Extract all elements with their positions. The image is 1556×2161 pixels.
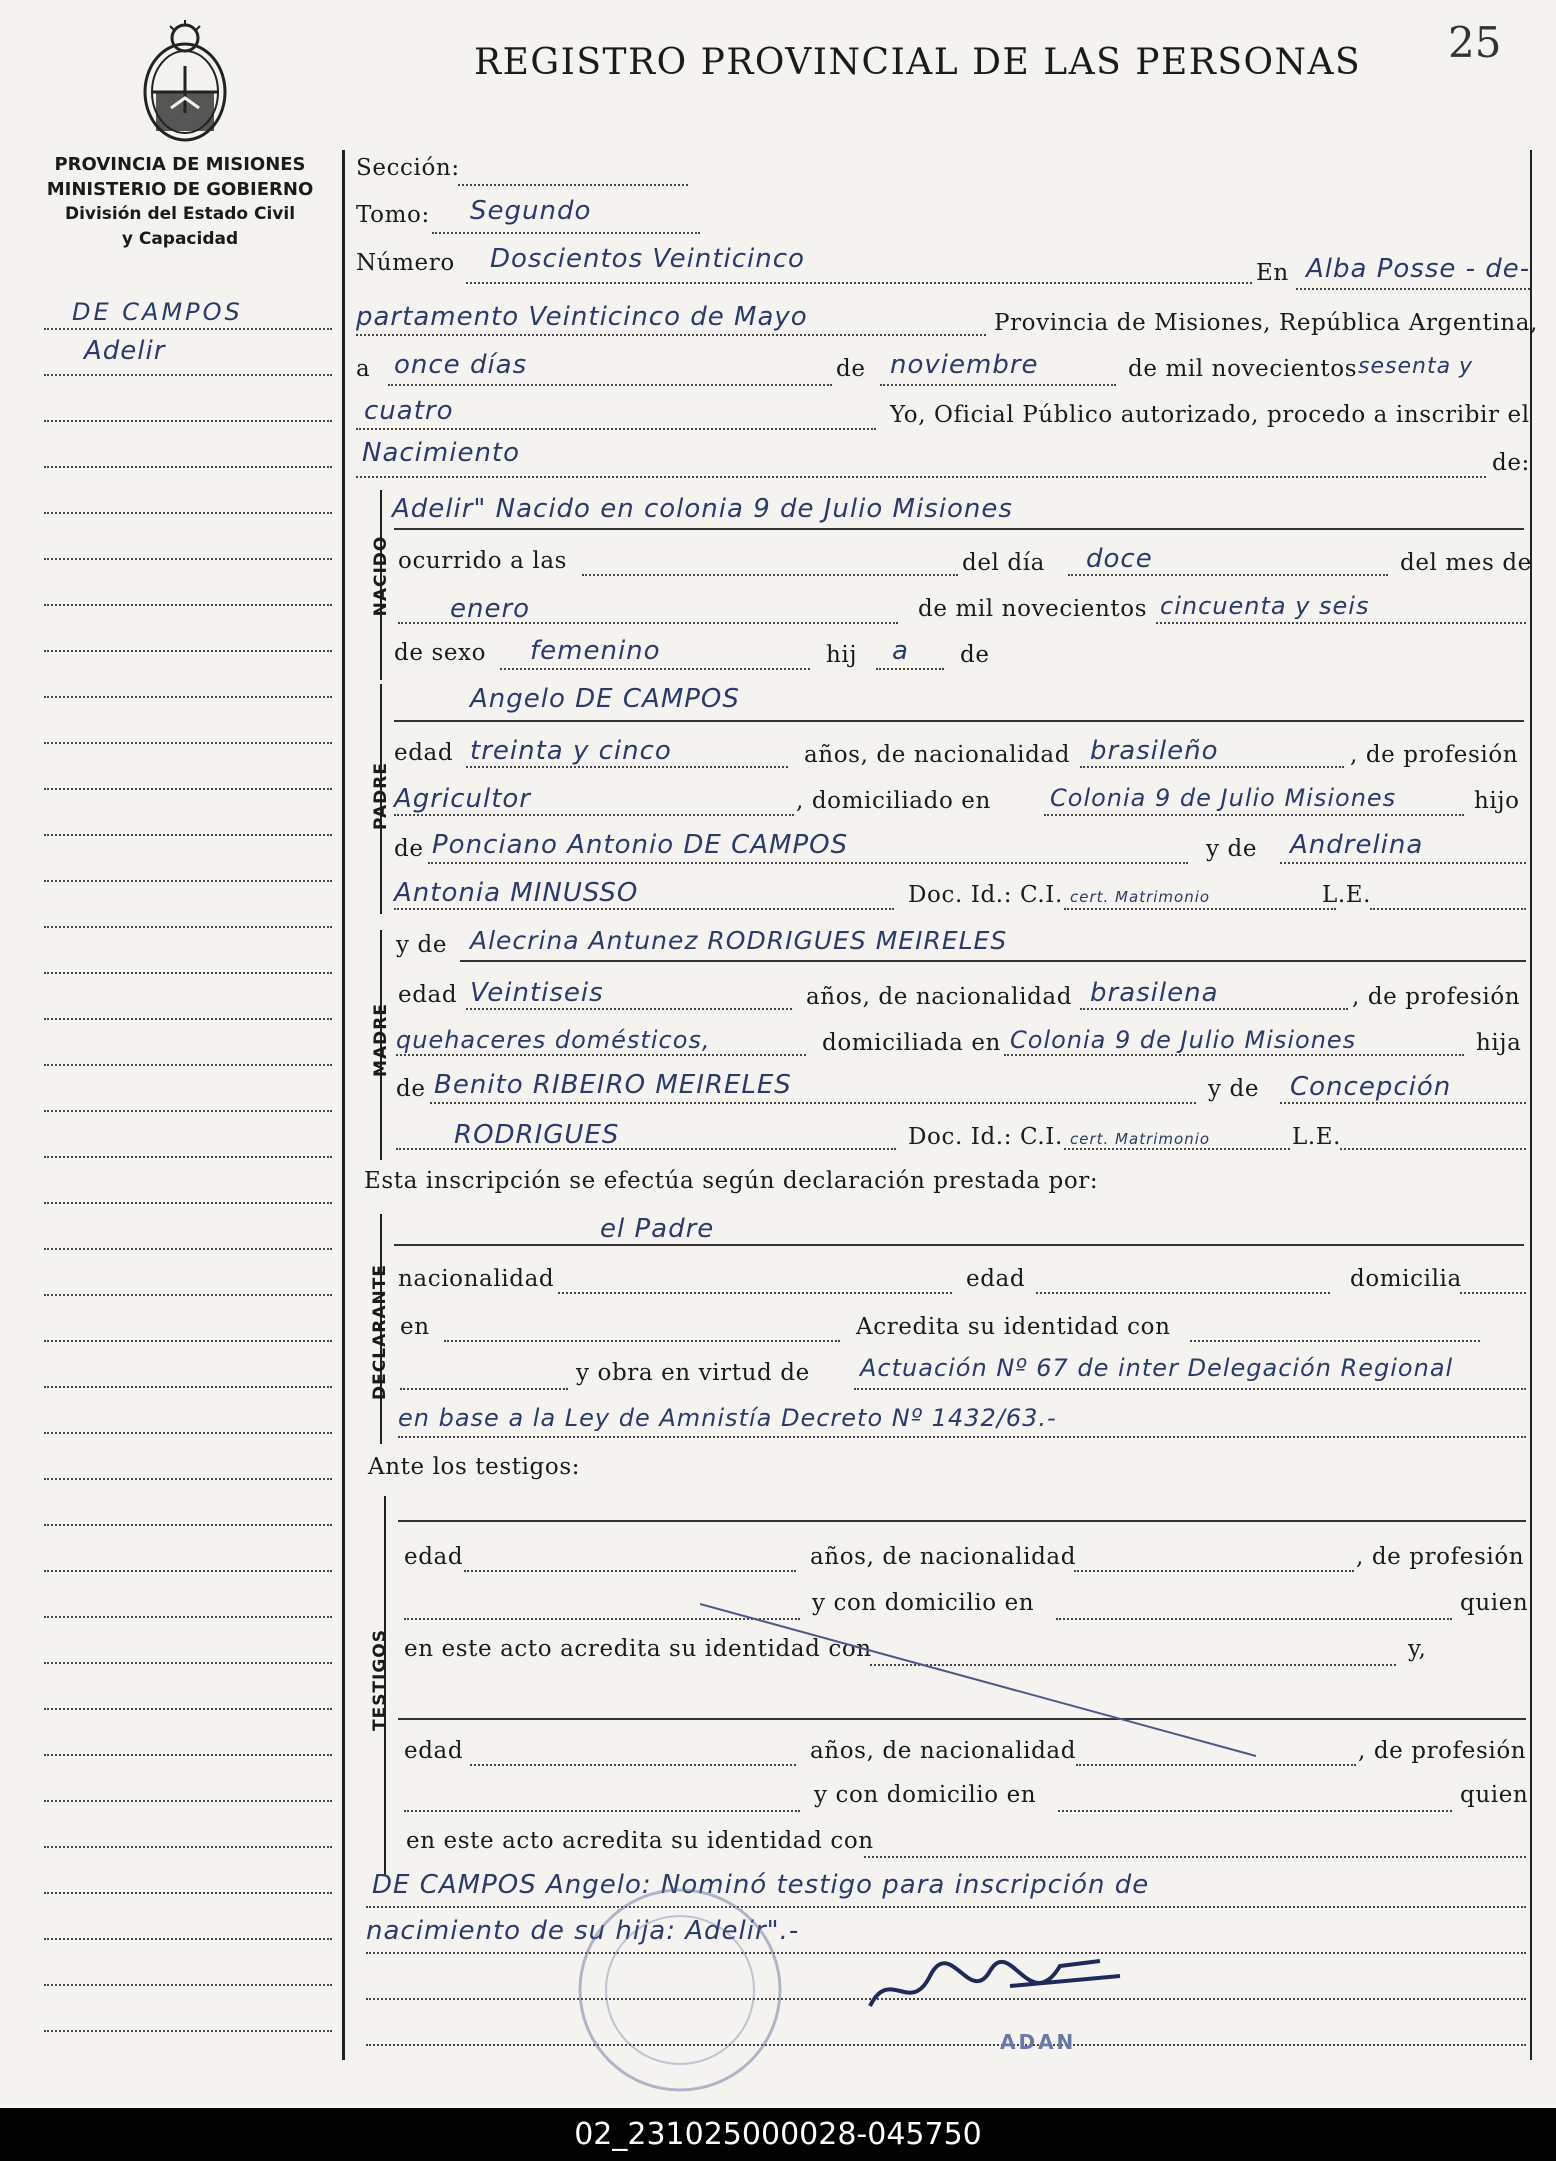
margin-ruled-line <box>44 972 332 974</box>
testigo-1-nac-field <box>1074 1570 1354 1572</box>
margin-ruled-line <box>44 1340 332 1342</box>
padre-hijo-label: hijo <box>1474 788 1520 814</box>
mes-value: noviembre <box>890 350 1039 380</box>
testigos-intro: Ante los testigos: <box>368 1454 581 1480</box>
margin-ruled-line <box>44 1616 332 1618</box>
seccion-field <box>458 184 688 186</box>
anio-value-2: cuatro <box>364 396 454 426</box>
closing-field-1 <box>366 1906 1526 1908</box>
image-code-footer: 02_231025000028-045750 <box>0 2108 1556 2161</box>
declarante-domicilia-field <box>1460 1292 1526 1294</box>
declarante-obra-field <box>854 1388 1526 1390</box>
declarante-value: el Padre <box>600 1214 715 1244</box>
margin-ruled-line <box>44 1294 332 1296</box>
division-line: División del Estado Civil <box>64 204 296 224</box>
dias-field <box>388 384 832 386</box>
madre-le-label: L.E. <box>1292 1124 1342 1150</box>
madre-padre-de-value: Benito RIBEIRO MEIRELES <box>434 1070 792 1100</box>
provincia-label: Provincia de Misiones, República Argentina, <box>994 310 1538 336</box>
anio-field <box>356 428 876 430</box>
localidad-field <box>356 334 986 336</box>
del-mes-label: del mes de <box>1400 550 1532 576</box>
nacido-mes-field <box>398 622 898 624</box>
mes-field <box>880 384 1116 386</box>
madre-nac-value: brasilena <box>1090 978 1219 1008</box>
declarante-line <box>394 1244 1524 1246</box>
declarante-section-label: DECLARANTE <box>370 1264 390 1400</box>
testigo-1-acredita-label: en este acto acredita su identidad con <box>404 1636 872 1662</box>
padre-name-value: Angelo DE CAMPOS <box>470 684 740 714</box>
tomo-label: Tomo: <box>356 202 430 228</box>
declarante-domicilia-label: domicilia <box>1350 1266 1462 1292</box>
padre-padre-de-field <box>428 862 1188 864</box>
margin-divider-line <box>342 150 345 2060</box>
margin-ruled-line <box>44 1478 332 1480</box>
nacido-anio-field <box>1156 622 1526 624</box>
padre-le-field <box>1370 908 1526 910</box>
margin-ruled-line <box>44 926 332 928</box>
margin-ruled-line <box>44 1800 332 1802</box>
numero-value: Doscientos Veinticinco <box>490 244 805 274</box>
madre-prof-label: , de profesión <box>1352 984 1521 1010</box>
madre-doc-field <box>1064 1148 1290 1150</box>
testigo-2-dom-label: y con domicilio en <box>814 1782 1037 1808</box>
capacity-line: y Capacidad <box>121 229 239 249</box>
ministry-line: MINISTERIO DE GOBIERNO <box>46 179 314 200</box>
testigo-1-nac-label: años, de nacionalidad <box>810 1544 1077 1570</box>
hij-field <box>876 668 944 670</box>
nacido-anio-value: cincuenta y seis <box>1160 592 1370 620</box>
madre-dom-label: domiciliada en <box>822 1030 1001 1056</box>
madre-doc-label: Doc. Id.: C.I. <box>908 1124 1063 1150</box>
en-field <box>1296 288 1530 290</box>
en-value: Alba Posse - de- <box>1306 254 1531 284</box>
declarante-obra-value-2: en base a la Ley de Amnistía Decreto Nº 1432/63.- <box>398 1404 1057 1432</box>
padre-madre-de-value-1: Andrelina <box>1290 830 1424 860</box>
margin-ruled-line <box>44 1754 332 1756</box>
hora-field <box>582 574 958 576</box>
declarante-edad-field <box>1036 1292 1330 1294</box>
padre-padre-de-value: Ponciano Antonio DE CAMPOS <box>432 830 849 860</box>
margin-ruled-line <box>44 1248 332 1250</box>
madre-edad-value: Veintiseis <box>470 978 604 1008</box>
margin-given-name: Adelir <box>84 336 166 366</box>
madre-hija-label: hija <box>1476 1030 1522 1056</box>
sexo-field <box>500 668 810 670</box>
closing-line-2: nacimiento de su hija: Adelir".- <box>366 1916 800 1946</box>
padre-madre-de-field <box>1280 862 1526 864</box>
madre-prof-value: quehaceres domésticos, <box>396 1026 711 1054</box>
testigo-2-nac-field <box>1076 1764 1356 1766</box>
coat-of-arms-emblem <box>136 18 234 146</box>
margin-ruled-line <box>44 420 332 422</box>
hij-value: a <box>892 636 909 666</box>
margin-ruled-line <box>44 1892 332 1894</box>
margin-ruled-line <box>44 1662 332 1664</box>
madre-madre-de-value-2: RODRIGUES <box>454 1120 620 1150</box>
de-colon-label: de: <box>1492 450 1530 476</box>
stamp-text: ADAN <box>1000 2030 1077 2054</box>
anio-label: de mil novecientos <box>1128 356 1358 382</box>
margin-ruled-line <box>44 466 332 468</box>
testigo-2-edad-label: edad <box>404 1738 464 1764</box>
padre-doc-label: Doc. Id.: C.I. <box>908 882 1063 908</box>
madre-section-label: MADRE <box>371 1003 391 1077</box>
sexo-label: de sexo <box>394 640 487 666</box>
testigos-section-label: TESTIGOS <box>370 1628 390 1732</box>
en-label: En <box>1256 260 1289 286</box>
declarante-obra-value-1: Actuación Nº 67 de inter Delegación Regional <box>860 1354 1454 1382</box>
padre-doc-value: cert. Matrimonio <box>1070 888 1211 906</box>
declarante-edad-label: edad <box>966 1266 1026 1292</box>
testigo-2-quien-label: quien <box>1460 1782 1529 1808</box>
testigo-2-nac-label: años, de nacionalidad <box>810 1738 1077 1764</box>
del-dia-label: del día <box>962 550 1045 576</box>
declarante-obra-field-2 <box>398 1436 1526 1438</box>
madre-y-de-label: y de <box>396 932 448 958</box>
testigo-1-name-line <box>398 1520 1526 1522</box>
right-border-line <box>1530 150 1532 2060</box>
ocurrido-label: ocurrido a las <box>398 548 568 574</box>
madre-de-label: de <box>396 1076 426 1102</box>
margin-ruled-line <box>44 2030 332 2032</box>
margin-ruled-line <box>44 1432 332 1434</box>
padre-le-label: L.E. <box>1322 882 1372 908</box>
testigo-1-prof-label: , de profesión <box>1356 1544 1525 1570</box>
issuing-authority <box>30 152 330 252</box>
page-number: 25 <box>1448 18 1502 67</box>
madre-nac-field <box>1080 1008 1348 1010</box>
padre-prof-value: Agricultor <box>394 784 531 814</box>
padre-madre-de-value-2: Antonia MINUSSO <box>394 878 639 908</box>
margin-ruled-line <box>44 1386 332 1388</box>
margin-ruled-line <box>44 1018 332 1020</box>
madre-padre-de-field <box>430 1102 1196 1104</box>
margin-ruled-line <box>44 374 332 376</box>
padre-prof-field <box>394 814 794 816</box>
padre-name-line <box>394 720 1524 722</box>
anio-value-1: sesenta y <box>1358 354 1474 379</box>
margin-ruled-line <box>44 1156 332 1158</box>
dia-value: doce <box>1086 544 1153 574</box>
testigo-1-dom-label: y con domicilio en <box>812 1590 1035 1616</box>
margin-ruled-line <box>44 1064 332 1066</box>
declarante-en-label: en <box>400 1314 430 1340</box>
margin-ruled-line <box>44 880 332 882</box>
padre-prof-label: , de profesión <box>1350 742 1519 768</box>
numero-field <box>466 282 1252 284</box>
madre-name-value: Alecrina Antunez RODRIGUES MEIRELES <box>470 926 1008 955</box>
closing-line-1: DE CAMPOS Angelo: Nominó testigo para inscripción de <box>372 1870 1150 1900</box>
madre-edad-label: edad <box>398 982 458 1008</box>
margin-ruled-line <box>44 1570 332 1572</box>
madre-name-line <box>460 960 1526 962</box>
declaracion-intro: Esta inscripción se efectúa según declaración prestada por: <box>364 1168 1099 1194</box>
a-label: a <box>356 356 371 382</box>
padre-dom-label: , domiciliado en <box>796 788 991 814</box>
margin-ruled-line <box>44 1846 332 1848</box>
margin-ruled-line <box>44 1202 332 1204</box>
padre-section-label: PADRE <box>371 762 391 830</box>
cancel-stroke-line <box>700 1600 1260 1760</box>
margin-ruled-line <box>44 604 332 606</box>
declarante-nac-field <box>558 1292 952 1294</box>
margin-ruled-line <box>44 1984 332 1986</box>
margin-ruled-line <box>44 834 332 836</box>
localidad-value: partamento Veinticinco de Mayo <box>356 302 808 332</box>
margin-ruled-line <box>44 328 332 330</box>
testigo-1-edad-field <box>464 1570 796 1572</box>
madre-edad-field <box>466 1008 792 1010</box>
sexo-value: femenino <box>530 636 661 666</box>
testigo-2-dom-field <box>1058 1810 1452 1812</box>
margin-ruled-line <box>44 650 332 652</box>
hij-label: hij <box>826 642 858 668</box>
numero-label: Número <box>356 250 455 276</box>
declarante-nac-label: nacionalidad <box>398 1266 555 1292</box>
padre-dom-field <box>1044 814 1464 816</box>
padre-edad-field <box>466 766 788 768</box>
madre-dom-value: Colonia 9 de Julio Misiones <box>1010 1026 1357 1054</box>
oficial-label: Yo, Oficial Público autorizado, procedo a inscribir el <box>890 402 1530 428</box>
nacido-de-label: de <box>960 642 990 668</box>
margin-ruled-line <box>44 1524 332 1526</box>
province-line: PROVINCIA DE MISIONES <box>54 154 306 175</box>
page-title: REGISTRO PROVINCIAL DE LAS PERSONAS <box>474 42 1362 83</box>
testigo-1-y-label: y, <box>1408 1636 1427 1662</box>
margin-ruled-line <box>44 512 332 514</box>
nacido-mes-value: enero <box>450 594 531 624</box>
closing-field-4 <box>366 2044 1526 2046</box>
testigo-2-acredita-label: en este acto acredita su identidad con <box>406 1828 874 1854</box>
declarante-acredita-field <box>1190 1340 1480 1342</box>
padre-nac-field <box>1080 766 1344 768</box>
margin-ruled-line <box>44 1708 332 1710</box>
padre-edad-label: edad <box>394 740 454 766</box>
declarante-acredita-label: Acredita su identidad con <box>856 1314 1171 1340</box>
tomo-value: Segundo <box>470 196 592 226</box>
margin-ruled-line <box>44 1938 332 1940</box>
madre-y-de-label-2: y de <box>1208 1076 1260 1102</box>
madre-doc-value: cert. Matrimonio <box>1070 1130 1211 1148</box>
nacido-section-label: NACIDO <box>371 535 391 617</box>
margin-ruled-line <box>44 696 332 698</box>
testigo-1-edad-label: edad <box>404 1544 464 1570</box>
margin-ruled-line <box>44 788 332 790</box>
acto-value: Nacimiento <box>362 438 521 468</box>
nacido-name-line <box>394 528 1524 530</box>
margin-ruled-line <box>44 742 332 744</box>
signature <box>860 1946 1130 2026</box>
testigo-2-prof-field <box>404 1810 800 1812</box>
declarante-obra-pre-field <box>400 1388 568 1390</box>
testigo-2-prof-label: , de profesión <box>1358 1738 1527 1764</box>
nacido-anio-label: de mil novecientos <box>918 596 1148 622</box>
madre-dom-field <box>1004 1054 1464 1056</box>
madre-prof-field <box>396 1054 806 1056</box>
de-label: de <box>836 356 866 382</box>
dias-value: once días <box>394 350 528 380</box>
seccion-label: Sección: <box>356 155 460 181</box>
madre-madre-de-field-2 <box>396 1148 896 1150</box>
padre-nac-label: años, de nacionalidad <box>804 742 1071 768</box>
padre-doc-field <box>1064 908 1336 910</box>
dia-field <box>1068 574 1388 576</box>
margin-ruled-line <box>44 1110 332 1112</box>
padre-de-label: de <box>394 836 424 862</box>
margin-surname: DE CAMPOS <box>72 298 243 326</box>
declarante-en-field <box>444 1340 840 1342</box>
declarante-obra-label: y obra en virtud de <box>576 1360 810 1386</box>
nacido-name-value: Adelir" Nacido en colonia 9 de Julio Misiones <box>392 494 1013 524</box>
official-stamp <box>550 1880 810 2100</box>
madre-madre-de-field <box>1280 1102 1526 1104</box>
testigo-1-quien-label: quien <box>1460 1590 1529 1616</box>
testigo-2-acredita-field <box>864 1856 1526 1858</box>
madre-le-field <box>1340 1148 1526 1150</box>
padre-nac-value: brasileño <box>1090 736 1219 766</box>
padre-y-de-label: y de <box>1206 836 1258 862</box>
margin-ruled-line <box>44 558 332 560</box>
padre-dom-value: Colonia 9 de Julio Misiones <box>1050 784 1397 812</box>
madre-nac-label: años, de nacionalidad <box>806 984 1073 1010</box>
testigo-2-edad-field <box>470 1764 796 1766</box>
madre-madre-de-value-1: Concepción <box>1290 1072 1452 1102</box>
padre-edad-value: treinta y cinco <box>470 736 672 766</box>
acto-field <box>356 476 1486 478</box>
tomo-field <box>432 232 700 234</box>
padre-madre-de-field-2 <box>394 908 894 910</box>
